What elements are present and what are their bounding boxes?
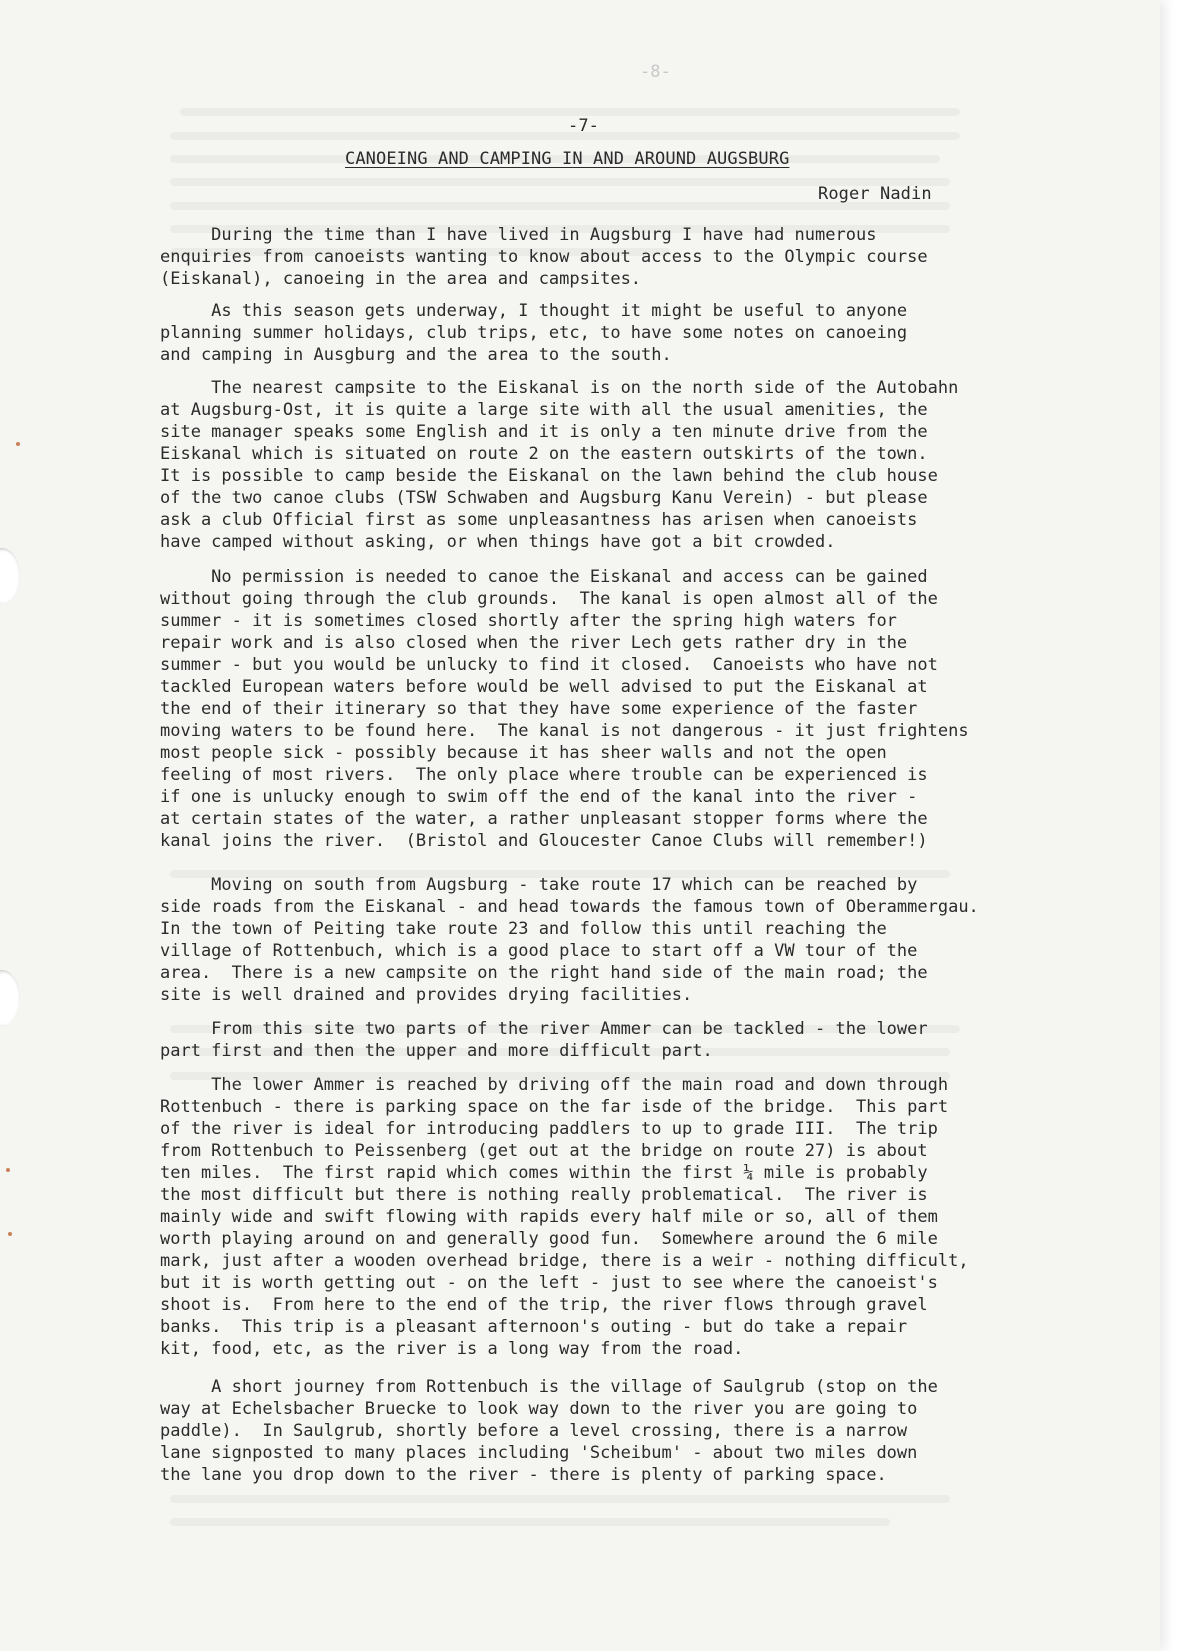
text-line: repair work and is also closed when the river Lech gets rather dry in the [160, 633, 908, 653]
text-line: site manager speaks some English and it is only a ten minute drive from the [160, 422, 928, 442]
text-line: and camping in Ausgburg and the area to the south. [160, 345, 672, 365]
text-line: summer - but you would be unlucky to find it closed. Canoeists who have not [160, 655, 938, 675]
text-line: from Rottenbuch to Peissenberg (get out at the bridge on route 27) is about [160, 1141, 928, 1161]
text-line: mainly wide and swift flowing with rapids every half mile or so, all of them [160, 1207, 938, 1227]
text-line: worth playing around on and generally good fun. Somewhere around the 6 mile [160, 1229, 938, 1249]
text-line: (Eiskanal), canoeing in the area and campsites. [160, 269, 642, 289]
text-line: of the two canoe clubs (TSW Schwaben and Augsburg Kanu Verein) - but please [160, 488, 928, 508]
text-line: the most difficult but there is nothing really problematical. The river is [160, 1185, 928, 1205]
text-line: planning summer holidays, club trips, etc, to have some notes on canoeing [160, 323, 908, 343]
text-line: ask a club Official first as some unpleasantness has arisen when canoeists [160, 510, 918, 530]
text-line: It is possible to camp beside the Eiskanal on the lawn behind the club house [160, 466, 938, 486]
faint-page-number: -8- [640, 62, 671, 82]
text-line: moving waters to be found here. The kanal is not dangerous - it just frightens [160, 721, 969, 741]
text-line: at certain states of the water, a rather unpleasant stopper forms where the [160, 809, 928, 829]
text-line: As this season gets underway, I thought it might be useful to anyone [160, 301, 908, 321]
text-line: of the river is ideal for introducing paddlers to up to grade III. The trip [160, 1119, 938, 1139]
text-line: ten miles. The first rapid which comes within the first ¼ mile is probably [160, 1163, 928, 1183]
article-title: CANOEING AND CAMPING IN AND AROUND AUGSBURG [345, 149, 790, 169]
paragraph-intro [160, 224, 928, 290]
text-line: feeling of most rivers. The only place where trouble can be experienced is [160, 765, 928, 785]
text-line: From this site two parts of the river Ammer can be tackled - the lower [160, 1019, 928, 1039]
text-line: Eiskanal which is situated on route 2 on the eastern outskirts of the town. [160, 444, 928, 464]
text-line: A short journey from Rottenbuch is the village of Saulgrub (stop on the [160, 1377, 938, 1397]
text-line: kit, food, etc, as the river is a long way from the road. [160, 1339, 744, 1359]
text-line: The lower Ammer is reached by driving off the main road and down through [160, 1075, 949, 1095]
text-line: No permission is needed to canoe the Eiskanal and access can be gained [160, 567, 928, 587]
text-line: In the town of Peiting take route 23 and follow this until reaching the [160, 919, 887, 939]
text-line: tackled European waters before would be well advised to put the Eiskanal at [160, 677, 928, 697]
paragraph-saulgrub [160, 1376, 938, 1486]
text-line: mark, just after a wooden overhead bridge, there is a weir - nothing difficult, [160, 1251, 969, 1271]
paragraph-season [160, 300, 907, 366]
text-line: if one is unlucky enough to swim off the end of the kanal into the river - [160, 787, 918, 807]
paragraph-ammer-parts [160, 1018, 928, 1062]
paragraph-eiskanal [160, 566, 969, 852]
text-line: way at Echelsbacher Bruecke to look way down to the river you are going to [160, 1399, 918, 1419]
text-line: paddle). In Saulgrub, shortly before a level crossing, there is a narrow [160, 1421, 908, 1441]
author-name: Roger Nadin [818, 184, 932, 204]
text-line: shoot is. From here to the end of the trip, the river flows through gravel [160, 1295, 928, 1315]
text-line: side roads from the Eiskanal - and head towards the famous town of Oberammergau. [160, 897, 979, 917]
text-line: The nearest campsite to the Eiskanal is on the north side of the Autobahn [160, 378, 959, 398]
text-line: most people sick - possibly because it has sheer walls and not the open [160, 743, 887, 763]
text-line: site is well drained and provides drying facilities. [160, 985, 693, 1005]
punch-hole-bottom [0, 970, 20, 1026]
text-line: part first and then the upper and more difficult part. [160, 1041, 713, 1061]
text-line: the lane you drop down to the river - there is plenty of parking space. [160, 1465, 887, 1485]
text-line: Rottenbuch - there is parking space on the far isde of the bridge. This part [160, 1097, 949, 1117]
text-line: lane signposted to many places including 'Scheibum' - about two miles down [160, 1443, 918, 1463]
text-line: Moving on south from Augsburg - take route 17 which can be reached by [160, 875, 918, 895]
text-line: village of Rottenbuch, which is a good place to start off a VW tour of the [160, 941, 918, 961]
text-line: without going through the club grounds. The kanal is open almost all of the [160, 589, 938, 609]
paper-speck [8, 1232, 12, 1236]
text-line: summer - it is sometimes closed shortly after the spring high waters for [160, 611, 897, 631]
paragraph-moving-south [160, 874, 979, 1006]
text-line: but it is worth getting out - on the left - just to see where the canoeist's [160, 1273, 938, 1293]
punch-hole-top [0, 548, 20, 604]
text-line: the end of their itinerary so that they have some experience of the faster [160, 699, 918, 719]
text-line: During the time than I have lived in Augsburg I have had numerous [160, 225, 877, 245]
paragraph-campsite [160, 377, 958, 553]
page-number: -7- [568, 116, 600, 136]
text-line: banks. This trip is a pleasant afternoon's outing - but do take a repair [160, 1317, 908, 1337]
paper-speck [16, 442, 20, 446]
paper-speck [6, 1168, 10, 1172]
text-line: kanal joins the river. (Bristol and Gloucester Canoe Clubs will remember!) [160, 831, 928, 851]
paragraph-lower-ammer [160, 1074, 969, 1360]
text-line: at Augsburg-Ost, it is quite a large site with all the usual amenities, the [160, 400, 928, 420]
text-line: have camped without asking, or when things have got a bit crowded. [160, 532, 836, 552]
text-line: area. There is a new campsite on the right hand side of the main road; the [160, 963, 928, 983]
text-line: enquiries from canoeists wanting to know about access to the Olympic course [160, 247, 928, 267]
